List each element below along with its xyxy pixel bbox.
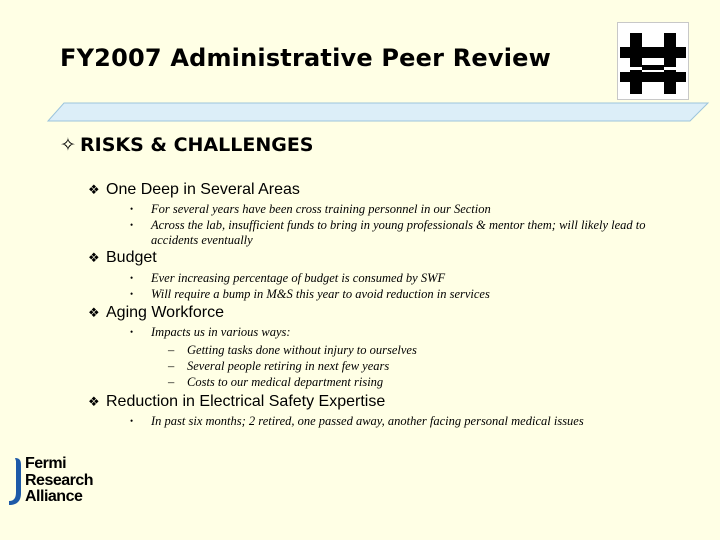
slide-title: FY2007 Administrative Peer Review bbox=[60, 44, 552, 72]
bullet-label: Budget bbox=[106, 249, 157, 266]
dash-bullet-icon: – bbox=[168, 343, 175, 357]
dot-bullet-icon: • bbox=[130, 289, 134, 299]
four-point-star-icon: ✧ bbox=[60, 134, 76, 156]
bullet-label: One Deep in Several Areas bbox=[106, 181, 300, 198]
dash-bullet-icon: – bbox=[168, 375, 175, 389]
section-label: RISKS & CHALLENGES bbox=[80, 134, 314, 156]
diamond-bullet-icon: ❖ bbox=[88, 250, 100, 265]
sub-sub-bullet: – Several people retiring in next few years bbox=[168, 359, 390, 373]
sub-bullet: • Ever increasing percentage of budget is consumed by SWF bbox=[130, 271, 446, 285]
sub-bullet: • For several years have been cross training personnel in our Section bbox=[130, 202, 491, 216]
dot-bullet-icon: • bbox=[130, 220, 134, 230]
dot-bullet-icon: • bbox=[130, 204, 134, 214]
dot-bullet-icon: • bbox=[130, 273, 134, 283]
diamond-bullet-icon: ❖ bbox=[88, 182, 100, 197]
fermilab-logo bbox=[617, 22, 689, 100]
bullet-item bbox=[88, 393, 385, 411]
title-rule bbox=[0, 100, 720, 130]
bullet-item bbox=[88, 304, 224, 322]
fra-logo-text: Fermi Research Alliance bbox=[25, 455, 94, 505]
sub-sub-bullet: – Getting tasks done without injury to ourselves bbox=[168, 343, 417, 357]
section-heading bbox=[60, 134, 314, 156]
bullet-item bbox=[88, 249, 157, 267]
dash-bullet-icon: – bbox=[168, 359, 175, 373]
bullet-item bbox=[88, 181, 300, 199]
dot-bullet-icon: • bbox=[130, 416, 134, 426]
sub-sub-bullet: – Costs to our medical department rising bbox=[168, 375, 384, 389]
sub-bullet: • In past six months; 2 retired, one passed away, another facing personal medical issues bbox=[130, 414, 584, 428]
bullet-label: Aging Workforce bbox=[106, 304, 224, 321]
sub-bullet: • Impacts us in various ways: bbox=[130, 325, 291, 339]
bullet-label: Reduction in Electrical Safety Expertise bbox=[106, 393, 386, 410]
diamond-bullet-icon: ❖ bbox=[88, 394, 100, 409]
diamond-bullet-icon: ❖ bbox=[88, 305, 100, 320]
dot-bullet-icon: • bbox=[130, 327, 134, 337]
sub-bullet: • Will require a bump in M&S this year to avoid reduction in services bbox=[130, 287, 490, 301]
sub-bullet: • Across the lab, insufficient funds to bring in young professionals & mentor them; will likely lead to accidents eventually bbox=[130, 218, 646, 247]
